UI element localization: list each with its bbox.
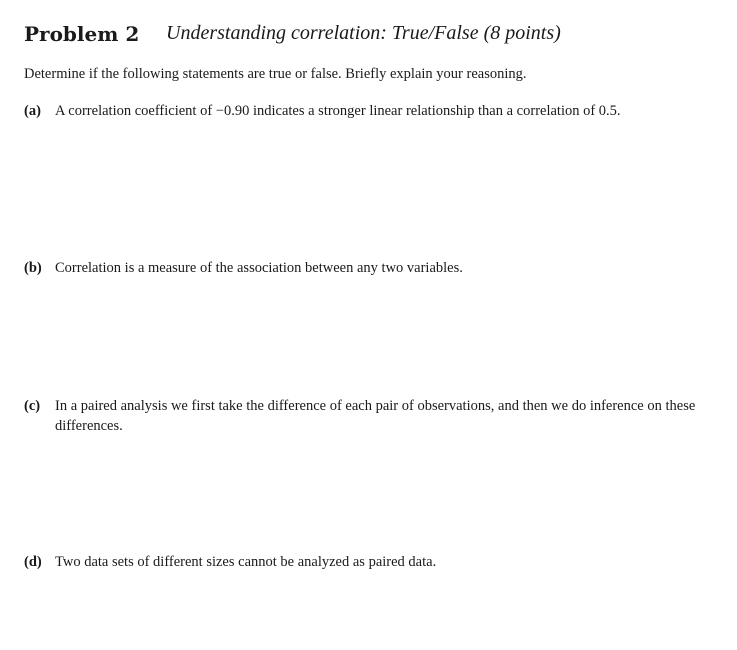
problem-label: Problem 2 [24,22,140,46]
part-text-d: Two data sets of different sizes cannot be analyzed as paired data. [55,554,437,570]
part-label-c: (c) [24,398,41,414]
part-text-c: In a paired analysis we first take the difference of each pair of observations, and then we do inference on these differences. [55,398,696,434]
problem-header [24,22,724,52]
question-part-a [24,102,719,122]
part-label-a: (a) [24,103,41,119]
question-part-d [24,553,719,573]
part-label-b: (b) [24,260,42,276]
problem-title: Understanding correlation: True/False (8 points) [166,22,561,44]
part-label-d: (d) [24,554,42,570]
question-part-b [24,259,719,279]
question-part-c [24,397,719,436]
part-text-a: A correlation coefficient of −0.90 indicates a stronger linear relationship than a correlation of 0.5. [55,103,621,119]
part-text-b: Correlation is a measure of the association between any two variables. [55,260,463,276]
instructions-text: Determine if the following statements are true or false. Briefly explain your reasoning. [24,66,527,82]
